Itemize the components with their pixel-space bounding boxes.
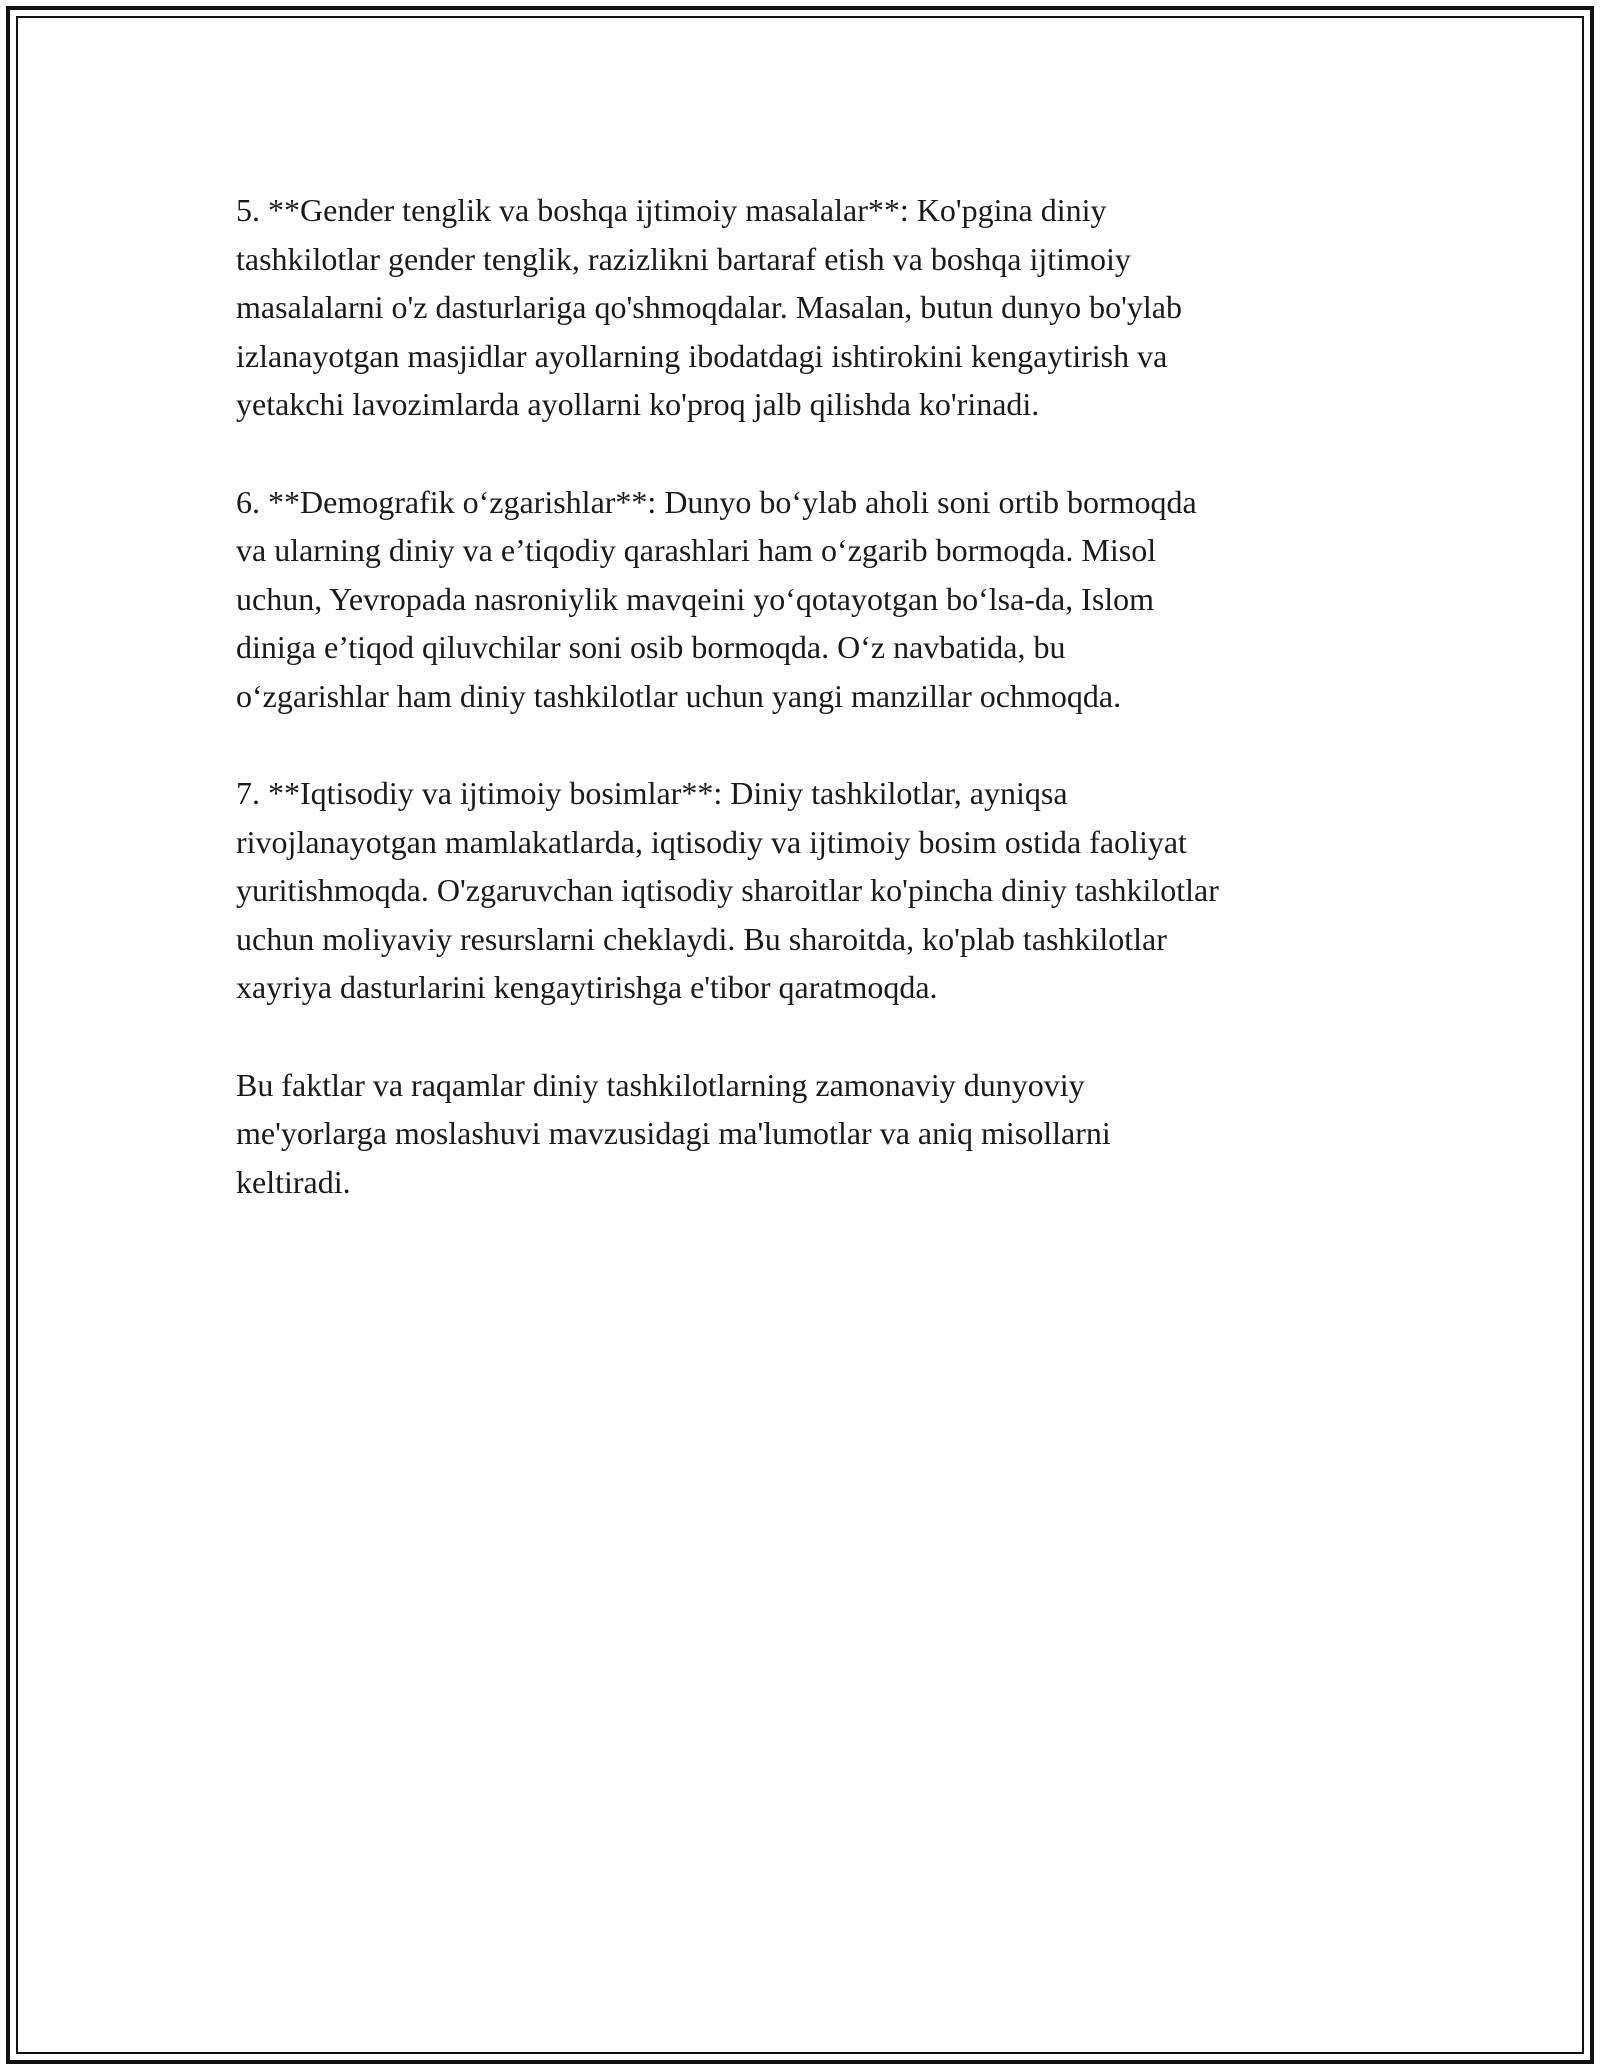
paragraph-economic-pressures: 7. **Iqtisodiy va ijtimoiy bosimlar**: Diniy tashkilotlar, ayniqsa rivojlanayotgan mamlakatlarda, iqtisodiy va ijtimoiy bosim ostida faoliyat yuritishmoqda. O'zgaruvchan iqtisodiy sharoitlar ko'pincha diniy tashkilotlar uchun moliyaviy resurslarni cheklaydi. Bu sharoitda, ko'plab tashkilotlar xayriya dasturlarini kengaytirishga e'tibor qaratmoqda.: [236, 775, 1219, 1005]
paragraph-demographic-changes: 6. **Demografik o‘zgarishlar**: Dunyo bo‘ylab aholi soni ortib bormoqda va ularning diniy va e’tiqodiy qarashlari ham o‘zgarib bormoqda. Misol uchun, Yevropada nasroniylik mavqeini yo‘qotayotgan bo‘lsa-da, Islom diniga e’tiqod qiluvchilar soni osib bormoqda. O‘z navbatida, bu o‘zgarishlar ham diniy tashkilotlar uchun yangi manzillar ochmoqda.: [236, 483, 1197, 714]
paragraph-conclusion: Bu faktlar va raqamlar diniy tashkilotlarning zamonaviy dunyoviy me'yorlarga moslashuvi mavzusidagi ma'lumotlar va aniq misollarni keltiradi.: [236, 1066, 1111, 1200]
paragraph-gender-equality: 5. **Gender tenglik va boshqa ijtimoiy masalalar**: Ko'pgina diniy tashkilotlar gender tenglik, razizlikni bartaraf etish va boshqa ijtimoiy masalalarni o'z dasturlariga qo'shmoqdalar. Masalan, butun dunyo bo'ylab izlanayotgan masjidlar ayollarning ibodatdagi ishtirokini kengaytirish va yetakchi lavozimlarda ayollarni ko'proq jalb qilishda ko'rinadi.: [236, 192, 1182, 422]
document-body: [236, 186, 1386, 1255]
